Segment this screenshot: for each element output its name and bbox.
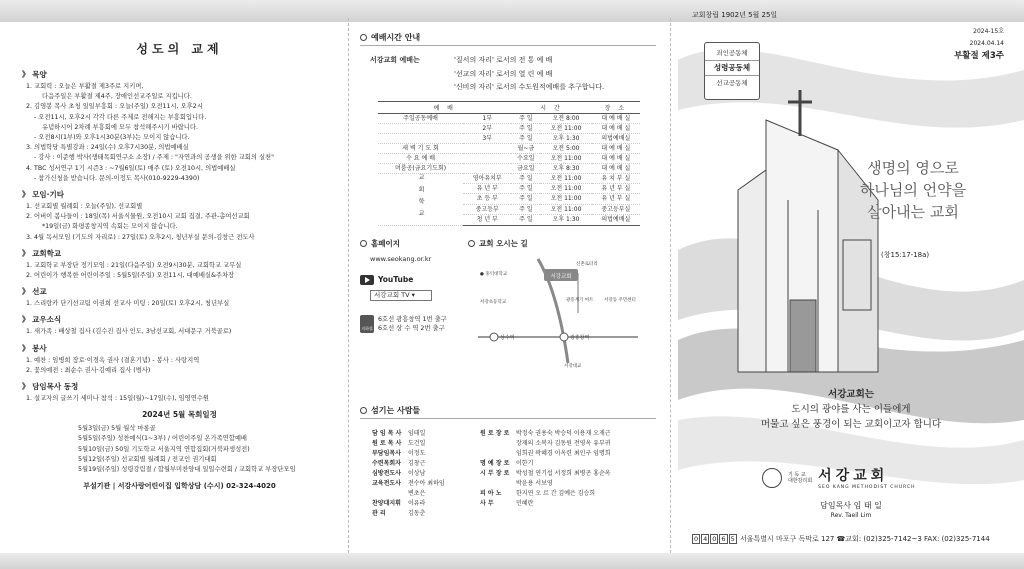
table-cell: 주 일 <box>511 183 540 193</box>
table-cell: 중고등부실 <box>592 204 640 214</box>
announcement-line: 2. 김영봉 목사 초청 일일부흥회 : 오늘(주일) 오전11시, 오후2시 <box>26 103 203 111</box>
community-item-selected: 성령공동체 <box>705 60 759 76</box>
vision-line: 서강교회는 <box>828 389 874 400</box>
table-cell: 오전 11:00 <box>540 153 591 163</box>
table-cell: 금요일 <box>511 163 540 173</box>
fellowship-title: 성도의 교제 <box>136 42 223 56</box>
table-cell: 대 예 배 실 <box>592 113 640 123</box>
announcement-line: 다음주일은 부활절 제4주, 장애인선교주일로 지킵니다. <box>42 93 192 101</box>
staff-role: 심방전도사 <box>372 470 401 477</box>
map-label-school: 서강초등학교 <box>480 299 507 305</box>
worship-intro-line: '질서의 자리' 로서의 전 통 예 배 <box>454 56 553 64</box>
announcement-line: - 오전11시, 오후2시 각각 다른 주제로 전해지는 부흥회입니다. <box>34 113 207 121</box>
staff-names: 이정도 <box>408 450 426 457</box>
table-cell: 오전 11:00 <box>540 204 591 214</box>
subway-line: 6호선 광흥창역 1번 출구 <box>378 315 447 323</box>
fellowship-section <box>22 343 337 376</box>
staff-names: 장재의 소복자 김동원 전영옥 유부귀 <box>516 440 611 447</box>
homepage-heading: 홈페이지 <box>371 238 400 248</box>
community-box <box>704 42 760 100</box>
map-label-church: 서강교회 <box>550 273 572 280</box>
worship-intro-line: '선교의 자리' 로서의 열 린 예 배 <box>454 69 553 78</box>
table-cell: 유 년 부 실 <box>592 183 640 193</box>
section-title: 》 교우소식 <box>22 315 62 325</box>
founded-date: 교회창립 1902년 5월 25일 <box>692 11 778 19</box>
fellowship-column <box>22 40 337 491</box>
table-cell: 주 일 <box>511 123 540 133</box>
staff-row <box>372 499 445 509</box>
community-item: 죄인공동체 <box>716 49 748 57</box>
table-cell: 오후 1:30 <box>540 215 591 225</box>
staff-role: 부담임목사 <box>372 450 401 457</box>
announcement-line: 2. 어버이 봄나들이 : 18일(목) 서울식물원, 오전10시 교회 집결, 주관-총여선교회 <box>26 213 250 221</box>
table-cell: 오전 11:00 <box>540 194 591 204</box>
table-cell <box>463 153 511 163</box>
staff-role: 찬양대지휘 <box>372 500 401 507</box>
announcement-line: *19일(금) 화평종창지역 속회는 모이지 않습니다. <box>42 223 178 231</box>
table-cell: 주 일 <box>511 194 540 204</box>
address-text: 서울특별시 마포구 독막로 127 ☎교회: (02)325-7142~3 FAX: (02)325-7144 <box>739 535 990 543</box>
table-cell: 의법예배실 <box>592 133 640 143</box>
map-label-center: 서강동 주민센터 <box>604 297 636 303</box>
table-row <box>378 123 640 133</box>
worship-intro <box>370 54 656 95</box>
announcement-line: - 강사 : 이준행 박사(생태목회연구소 소장) / 주제 : "자연과의 공생을 위한 교회의 실천" <box>34 154 275 162</box>
fellowship-section <box>22 381 337 404</box>
table-cell: 오후 1:30 <box>540 133 591 143</box>
fellowship-sections <box>22 69 337 404</box>
staff-names: 김창근 <box>408 460 426 467</box>
map-label-north: 신촌로터리 <box>576 261 598 267</box>
staff-role: 원 로 장 로 <box>480 430 510 437</box>
staff-names: 이상남 <box>408 470 426 477</box>
table-header: 예 배 <box>378 101 511 113</box>
zip-digit: 4 <box>703 535 708 543</box>
logo-denomination: 기 독 교 <box>788 471 806 478</box>
map-label-mart: 광흥계기 마트 <box>566 297 594 303</box>
subway-info <box>360 315 460 333</box>
announcement-line: 유념하시어 2차례 부흥회에 모두 참석해주시기 바랍니다. <box>42 123 198 131</box>
church-vision <box>678 387 1024 432</box>
staff-names: 박성철 연기섭 서정희 최병곤 홍순옥 <box>516 470 611 477</box>
table-cell: 2부 <box>463 123 511 133</box>
announcement-line: - 오전8시(1부)와 오후1시30분(3부)는 모이지 않습니다. <box>34 134 190 142</box>
vision-line: 도시의 광야를 사는 이들에게 <box>791 404 911 415</box>
community-item: 선교공동체 <box>716 79 748 87</box>
section-title: 》 담임목사 동정 <box>22 382 79 392</box>
table-cell: 영아유치부 <box>463 173 511 183</box>
table-cell <box>463 163 511 173</box>
table-cell: 유 년 부 실 <box>592 194 640 204</box>
announcement-line: 1. 새가족 : 배상철 집사 (김수진 집사 인도, 3남선교회, 서대문구 거북골로) <box>26 328 232 336</box>
section-title: 》 목양 <box>22 70 47 79</box>
fellowship-section <box>22 69 337 184</box>
staff-role: 관 리 <box>372 510 386 517</box>
section-title: 》 봉사 <box>22 343 47 353</box>
table-row <box>378 113 640 123</box>
church-school-label-text: 교회학교 <box>417 173 425 222</box>
vision-line: 머물고 싶은 풍경이 되는 교회이고자 합니다 <box>760 419 942 430</box>
church-address <box>692 534 990 544</box>
staff-row <box>480 449 611 459</box>
church-logo <box>762 465 916 490</box>
staff-row <box>372 489 445 499</box>
table-cell: 대 예 배 실 <box>592 143 640 153</box>
schedule-item: 5월19일(주일) 성령강림절 / 합월부미찬양대 일일수련회 / 교회학교 부장단모임 <box>78 466 296 474</box>
staff-row <box>372 469 445 479</box>
table-header: 장 소 <box>592 101 640 113</box>
staff-section <box>360 405 656 539</box>
staff-names: 박윤용 서보영 <box>516 480 553 487</box>
section-title: 》 모임·기타 <box>22 190 64 200</box>
worship-intro-line: '신비의 자리' 로서의 수도원적예배를 추구합니다. <box>454 83 605 91</box>
schedule-item: 5월12일(주일) 선교회별 월례회 / 전교인 권기대회 <box>78 455 217 463</box>
staff-names: 도건일 <box>408 440 426 447</box>
table-cell: 수요일 <box>511 153 540 163</box>
pastor-name: 담임목사 임 태 일 <box>820 501 882 510</box>
fellowship-section <box>22 314 337 337</box>
homepage-url[interactable]: www.seokang.or.kr <box>370 254 432 263</box>
church-school-label <box>378 173 463 225</box>
staff-names: 이한기 <box>516 460 534 467</box>
announcement-line: 1. 교회력 : 오늘은 부활절 제3주로 지키며, <box>26 83 144 90</box>
announcement-line: 1. 스리랑카 단기선교팀 이권희 선교사 미팅 : 20일(토) 오후2시, 청년부실 <box>26 300 230 308</box>
table-cell: 수 요 예 배 <box>378 153 463 163</box>
staff-names: 이유라 <box>408 500 426 507</box>
announcement-line: 1. 설교자의 글쓰기 세미나 참석 : 15일(월)~17일(수), 임영연수원 <box>26 395 210 403</box>
slogan-line: 하나님의 언약을 <box>859 181 967 199</box>
staff-column <box>372 429 445 519</box>
announcement-line: - 참가신청을 받습니다. 문의-이정도 목사(010-9229-4390) <box>34 174 200 182</box>
info-column <box>360 32 656 369</box>
cover-page <box>678 0 1024 569</box>
worship-schedule-table <box>378 101 640 226</box>
directions-heading: 교회 오시는 길 <box>479 238 528 248</box>
section-title: 》 교회학교 <box>22 248 62 258</box>
table-cell: 주 일 <box>511 204 540 214</box>
logo-english-name: SEO KANG METHODIST CHURCH <box>818 485 916 490</box>
announcement-line: 4. TBC 성서연구 1기 시즌3 : ~7월6일(토) 매주 (토) 오전10시, 의법예배실 <box>26 164 236 172</box>
staff-role: 사 무 <box>480 500 494 507</box>
church-building-illustration <box>738 90 878 372</box>
staff-row <box>480 479 611 489</box>
staff-role: 명 예 장 로 <box>480 460 510 467</box>
bullet-circle-icon <box>360 34 367 41</box>
bullet-circle-icon <box>360 240 367 247</box>
logo-church-name: 서강교회 <box>818 468 889 484</box>
senior-pastor <box>678 500 1024 519</box>
worship-intro-lead: 서강교회 예배는 <box>370 56 420 64</box>
staff-names: 임태일 <box>408 430 426 437</box>
print-note: · <box>665 470 670 472</box>
table-cell: 머룸공(금요기도회) <box>378 163 463 173</box>
table-row <box>378 143 640 153</box>
affiliated-institution: 부설기관 | 서강사랑어린이집 입학상담 (수시) 02-324-4020 <box>83 482 276 491</box>
table-cell: 의법예배실 <box>592 215 640 225</box>
youtube-play-icon <box>360 275 374 285</box>
staff-row <box>480 429 611 439</box>
fellowship-section <box>22 189 337 243</box>
staff-role: 피 아 노 <box>480 490 502 497</box>
map-label-sangsu: 상수역 <box>500 334 515 341</box>
subway-train-icon: 지하철 <box>360 315 374 333</box>
table-cell: 오전 11:00 <box>540 123 591 133</box>
announcement-line: 2. 꽃의예전 : 최순수 권사·김예리 집사 (범사) <box>26 366 151 374</box>
subway-line: 6호선 상 수 역 2번 출구 <box>378 324 445 332</box>
table-row <box>378 163 640 173</box>
table-cell: 오전 5:00 <box>540 143 591 153</box>
table-cell: 주 일 <box>511 173 540 183</box>
table-cell: 주 일 <box>511 215 540 225</box>
directions-map <box>468 253 648 371</box>
table-cell: 주 일 <box>511 133 540 143</box>
youtube-heading <box>360 275 460 285</box>
staff-names: 전수아 최하임 <box>408 480 445 487</box>
staff-names: 김동춘 <box>408 510 426 517</box>
table-cell <box>378 123 463 133</box>
table-cell: 오전 11:00 <box>540 183 591 193</box>
staff-row <box>480 459 611 469</box>
zip-digit: 5 <box>730 535 735 543</box>
slogan-line: 살아내는 교회 <box>867 203 959 221</box>
table-cell: 대 예 배 실 <box>592 163 640 173</box>
table-cell: 1부 <box>463 113 511 123</box>
table-cell: 주 일 <box>511 113 540 123</box>
fellowship-section <box>22 248 337 281</box>
staff-names: 민혜란 <box>516 500 534 507</box>
announcement-line: 3. 의법학당 특별강좌 : 24일(수) 오후7시30분, 의법예배실 <box>26 144 189 152</box>
scripture-reference: (창15:17-18a) <box>881 251 930 259</box>
announcement-line: 2. 어린이가 행복한 어린이주일 : 5월5일(주일) 오전11시, 대예배실&주차장 <box>26 272 235 280</box>
logo-denomination: 대한감리회 <box>788 477 813 484</box>
fellowship-section <box>22 286 337 309</box>
staff-role: 시 무 장 로 <box>480 470 510 477</box>
cover-slogan <box>838 157 988 223</box>
zip-digit: 6 <box>721 535 726 543</box>
staff-row <box>480 489 611 499</box>
table-cell: 월~금 <box>511 143 540 153</box>
staff-heading-text: 섬기는 사람들 <box>371 406 421 415</box>
map-label-univ: ● 홍익대학교 <box>480 271 508 277</box>
staff-role: 수련목회자 <box>372 460 401 467</box>
gwangheungchang-station-icon <box>560 333 568 341</box>
table-cell <box>378 133 463 143</box>
table-cell: 대 예 배 실 <box>592 153 640 163</box>
table-cell: 새 벽 기 도 회 <box>378 143 463 153</box>
staff-row <box>480 469 611 479</box>
column-divider-right <box>670 18 671 553</box>
zip-digit: 0 <box>694 535 699 543</box>
youtube-channel-box[interactable]: 서강교회 TV ▾ <box>370 290 432 301</box>
pastor-english-name: Rev. Taeil Lim <box>830 512 872 519</box>
staff-names: 한지연 오 르 간 김예은 김승희 <box>516 490 596 497</box>
announcement-line: 1. 예찬 : 임병희 장로·이경옥 권사 (결혼기념) - 봉사 : 사랑지역 <box>26 356 200 364</box>
methodist-seal-icon <box>762 468 782 488</box>
staff-role: 원 로 목 사 <box>372 440 402 447</box>
table-cell: 주일공동예배 <box>378 113 463 123</box>
contact-section <box>360 238 656 369</box>
table-row <box>378 133 640 143</box>
liturgical-sunday: 부활절 제3주 <box>954 51 1004 61</box>
staff-row <box>480 439 611 449</box>
youtube-label: YouTube <box>378 275 414 284</box>
staff-row <box>372 459 445 469</box>
schedule-title: 2024년 5월 목회일정 <box>142 410 217 420</box>
map-label-south: 서강대교 <box>564 363 582 369</box>
table-cell: 오후 8:30 <box>540 163 591 173</box>
section-title: 》 선교 <box>22 287 47 297</box>
staff-row <box>372 439 445 449</box>
announcement-line: 1. 선교회별 월례회 : 오늘(주일), 선교회별 <box>26 203 143 211</box>
homepage-block <box>360 238 460 333</box>
zip-digit: 0 <box>712 535 717 543</box>
staff-names: 박정숙 권용숙 박승덕 이용재 오재근 <box>516 430 611 437</box>
slogan-line: 생명의 영으로 <box>867 159 959 177</box>
table-cell: 초 등 부 <box>463 194 511 204</box>
table-cell: 3부 <box>463 133 511 143</box>
schedule-list <box>22 424 337 475</box>
staff-names: 변초은 <box>408 490 426 497</box>
table-header: 시 간 <box>511 101 591 113</box>
directions-block <box>468 238 658 368</box>
worship-heading-text: 예배시간 안내 <box>371 33 421 42</box>
table-row <box>378 173 640 183</box>
issue-info <box>954 26 1004 62</box>
announcement-line: 1. 교회학교 부장단 정기모임 : 21일(다음주일) 오전9시30분, 교회학교 교무실 <box>26 261 242 269</box>
staff-row <box>372 479 445 489</box>
staff-row <box>480 499 611 509</box>
table-cell: 대 예 배 실 <box>592 123 640 133</box>
table-cell: 청 년 부 <box>463 215 511 225</box>
table-cell: 오전 11:00 <box>540 173 591 183</box>
map-label-gwang: 광흥창역 <box>570 334 590 341</box>
staff-row <box>372 429 445 439</box>
worship-heading <box>360 32 656 46</box>
schedule-item: 5월3일(금) 5월 월삭 마롱골 <box>78 425 156 433</box>
schedule-item: 5월5일(주일) 성찬예식(1~3부) / 어린이주일 온가족연합예배 <box>78 435 247 443</box>
bullet-circle-icon <box>360 407 367 414</box>
staff-grid <box>372 429 656 539</box>
table-cell <box>463 143 511 153</box>
table-row <box>378 153 640 163</box>
table-cell: 유 년 부 <box>463 183 511 193</box>
staff-row <box>372 509 445 519</box>
staff-column <box>480 429 611 509</box>
staff-role: 담 임 목 사 <box>372 430 402 437</box>
table-cell: 유 치 부 실 <box>592 173 640 183</box>
table-cell: 오전 8:00 <box>540 113 591 123</box>
announcement-line: 3. 4월 독서모임 (기도의 자리로) : 27일(토) 오후2시, 청년부실 문의-김창근 전도사 <box>26 233 255 241</box>
staff-row <box>372 449 445 459</box>
issue-number: 2024-15호 <box>973 28 1004 35</box>
staff-heading <box>360 405 656 419</box>
table-cell: 중고등부 <box>463 204 511 214</box>
sangsu-station-icon <box>490 333 498 341</box>
staff-names: 임희권 곽혜경 이옥련 최인구 임명희 <box>516 450 611 457</box>
bullet-circle-icon <box>468 240 475 247</box>
column-divider-left <box>348 18 349 553</box>
staff-role: 교육전도사 <box>372 480 401 487</box>
schedule-item: 5월10일(금) 50일 기도학교 서울지역 연합집회(거북파생성전) <box>78 445 250 453</box>
issue-date: 2024.04.14 <box>969 40 1004 47</box>
